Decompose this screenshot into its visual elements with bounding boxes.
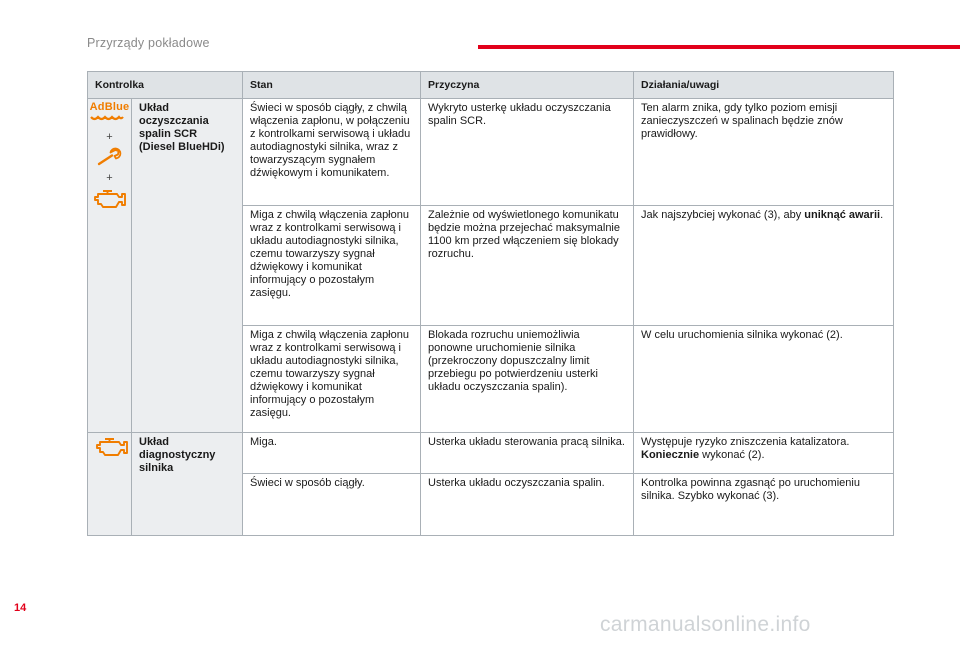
stan-cell: Świeci w sposób ciągły.: [243, 474, 421, 536]
dzialania-emphasis: Koniecznie: [641, 449, 700, 461]
przyczyna-cell: Zależnie od wyświetlonego komunikatu będzie można przejechać maksymalnie 1100 km przed włączeniem się blokady rozruchu.: [421, 206, 634, 326]
stan-cell: Miga.: [243, 433, 421, 474]
table-row: [88, 99, 894, 206]
dzialania-emphasis: uniknąć awarii: [804, 209, 881, 221]
stan-cell: Świeci w sposób ciągły, z chwilą włączenia zapłonu, w połączeniu z kontrolkami serwisową i układu autodiagnostyki silnika, wraz z towarzyszącym sygnałem dźwiękowym i komunikatem.: [243, 99, 421, 206]
dzialania-cell: W celu uruchomienia silnika wykonać (2).: [634, 326, 894, 433]
header-accent-bar: [478, 45, 960, 49]
przyczyna-cell: Wykryto usterkę układu oczyszczania spalin SCR.: [421, 99, 634, 206]
engine-icon: [93, 188, 127, 210]
przyczyna-cell: Usterka układu oczyszczania spalin.: [421, 474, 634, 536]
page-section-title: Przyrządy pokładowe: [87, 36, 210, 50]
plus-sign: +: [106, 131, 113, 143]
scr-icons-cell: [88, 99, 132, 433]
dzialania-text: Występuje ryzyko zniszczenia katalizatora.: [641, 436, 850, 448]
column-header-stan: Stan: [243, 72, 421, 99]
dzialania-cell: [634, 433, 894, 474]
stan-cell: Miga z chwilą włączenia zapłonu wraz z kontrolkami serwisową i układu autodiagnostyki silnika, czemu towarzyszy sygnał dźwiękowy i komunikat informujący o pozostałym zasięgu.: [243, 326, 421, 433]
column-header-przyczyna: Przyczyna: [421, 72, 634, 99]
wrench-icon: [97, 147, 123, 167]
dzialania-text-end: .: [880, 209, 884, 221]
plus-sign: +: [106, 172, 113, 184]
adblue-icon: AdBlue: [90, 102, 130, 126]
diagnostic-icon-cell: [88, 433, 132, 536]
engine-icon: [95, 436, 129, 458]
scr-system-name: Układ oczyszczania spalin SCR (Diesel BlueHDi): [132, 99, 243, 433]
table-row: [88, 433, 894, 474]
watermark-text: carmanualsonline.info: [600, 613, 811, 636]
przyczyna-cell: Usterka układu sterowania pracą silnika.: [421, 433, 634, 474]
table-header-row: [88, 72, 894, 99]
dzialania-text-end: wykonać (2).: [699, 449, 765, 461]
dzialania-cell: [634, 206, 894, 326]
page-number: 14: [14, 602, 27, 614]
warning-lights-table: [87, 71, 894, 536]
column-header-kontrolka: Kontrolka: [88, 72, 243, 99]
dzialania-text: Jak najszybciej wykonać (3), aby: [641, 209, 805, 221]
dzialania-cell: Kontrolka powinna zgasnąć po uruchomieniu silnika. Szybko wykonać (3).: [634, 474, 894, 536]
dzialania-cell: Ten alarm znika, gdy tylko poziom emisji zanieczyszczeń w spalinach będzie znów prawidłowy.: [634, 99, 894, 206]
przyczyna-cell: Blokada rozruchu uniemożliwia ponowne uruchomienie silnika (przekroczony dopuszczalny limit przebiegu po potwierdzeniu usterki układu oczyszczania spalin).: [421, 326, 634, 433]
diagnostic-system-name: Układ diagnostyczny silnika: [132, 433, 243, 536]
stan-cell: Miga z chwilą włączenia zapłonu wraz z kontrolkami serwisową i układu autodiagnostyki silnika, czemu towarzyszy sygnał dźwiękowy i komunikat informujący o pozostałym zasięgu.: [243, 206, 421, 326]
column-header-dzialania: Działania/uwagi: [634, 72, 894, 99]
